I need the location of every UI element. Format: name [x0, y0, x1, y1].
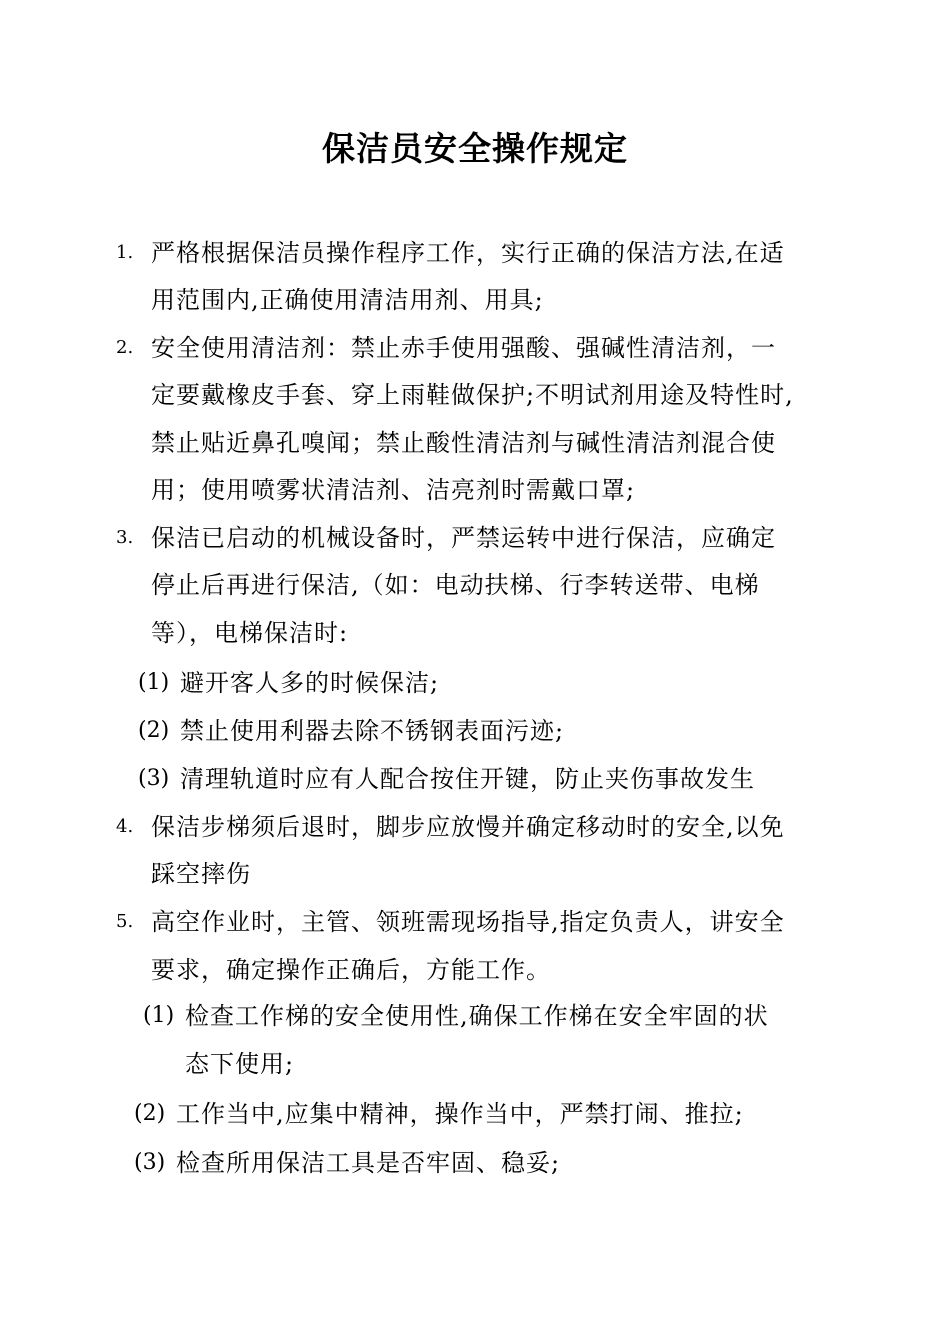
item-3-number: 3. [116, 527, 134, 548]
item-3-sub-2-number: (2) [138, 718, 170, 743]
item-5-line-1: 高空作业时，主管、领班需现场指导,指定负责人，讲安全 [151, 908, 785, 936]
item-2-line-2: 定要戴橡皮手套、穿上雨鞋做保护;不明试剂用途及特性时, [151, 381, 794, 409]
item-5-line-2: 要求，确定操作正确后，方能工作。 [151, 956, 551, 984]
item-4-line-2: 踩空摔伤 [151, 860, 251, 888]
page-title: 保洁员安全操作规定 [322, 129, 628, 168]
item-3-sub-3-number: (3) [138, 766, 170, 791]
item-5-sub-3-line-1: 检查所用保洁工具是否牢固、稳妥; [176, 1149, 561, 1177]
item-2-line-3: 禁止贴近鼻孔嗅闻；禁止酸性清洁剂与碱性清洁剂混合使 [151, 429, 776, 457]
item-3-sub-1-number: (1) [138, 670, 170, 695]
item-1-number: 1. [116, 242, 134, 263]
item-3-sub-2-line-1: 禁止使用利器去除不锈钢表面污迹; [180, 717, 565, 745]
item-3-line-1: 保洁已启动的机械设备时，严禁运转中进行保洁，应确定 [151, 524, 776, 552]
item-4-number: 4. [116, 816, 134, 837]
item-5-sub-3-number: (3) [134, 1150, 166, 1175]
item-2-number: 2. [116, 337, 134, 358]
item-5-sub-1-number: (1) [143, 1003, 175, 1028]
item-4-line-1: 保洁步梯须后退时，脚步应放慢并确定移动时的安全,以免 [151, 813, 785, 841]
item-3-sub-1-line-1: 避开客人多的时候保洁; [180, 669, 440, 697]
item-3-line-3: 等），电梯保洁时: [151, 619, 349, 647]
item-3-sub-3-line-1: 清理轨道时应有人配合按住开键，防止夹伤事故发生 [180, 765, 755, 793]
item-5-sub-1-line-2: 态下使用; [185, 1050, 295, 1078]
item-5-sub-1-line-1: 检查工作梯的安全使用性,确保工作梯在安全牢固的状 [185, 1002, 769, 1030]
item-1-line-2: 用范围内,正确使用清洁用剂、用具; [151, 286, 544, 314]
item-5-sub-2-line-1: 工作当中,应集中精神，操作当中，严禁打闹、推拉; [176, 1100, 744, 1128]
item-1-line-1: 严格根据保洁员操作程序工作，实行正确的保洁方法,在适 [151, 239, 785, 267]
item-5-number: 5. [116, 911, 134, 932]
item-5-sub-2-number: (2) [134, 1101, 166, 1126]
item-2-line-1: 安全使用清洁剂：禁止赤手使用强酸、强碱性清洁剂，一 [151, 334, 776, 362]
item-3-line-2: 停止后再进行保洁,（如：电动扶梯、行李转送带、电梯 [151, 571, 760, 599]
item-2-line-4: 用；使用喷雾状清洁剂、洁亮剂时需戴口罩; [151, 476, 636, 504]
